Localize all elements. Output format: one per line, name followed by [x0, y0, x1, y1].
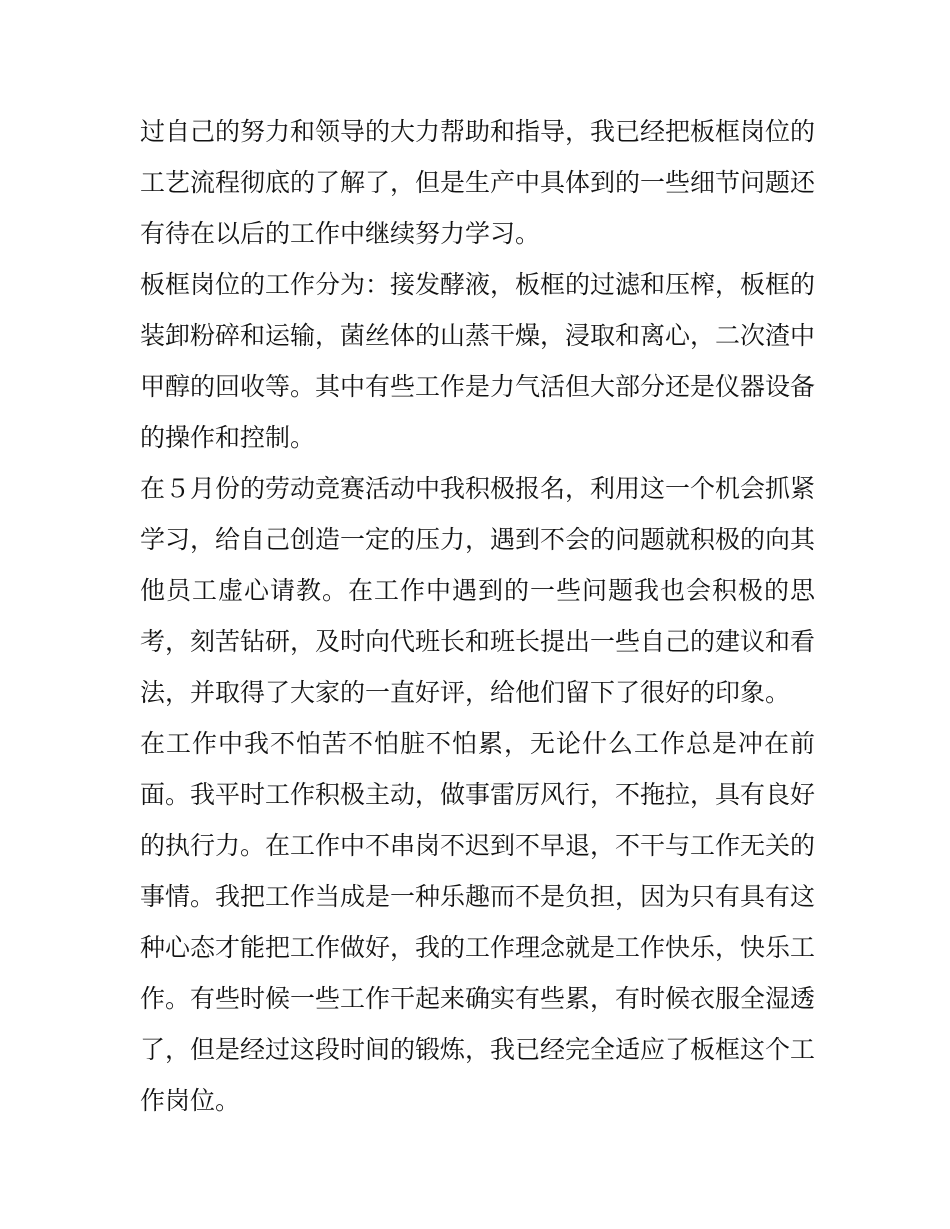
text-line: 的执行力。在工作中不串岗不迟到不早退，不干与工作无关的: [140, 831, 815, 860]
text-line: 工艺流程彻底的了解了，但是生产中具体到的一些细节问题还: [140, 168, 815, 197]
text-line: 作岗位。: [140, 1086, 241, 1115]
body-text: [140, 106, 815, 1126]
text-line: 在５月份的劳动竞赛活动中我积极报名，利用这一个机会抓紧: [140, 474, 815, 503]
text-line: 过自己的努力和领导的大力帮助和指导，我已经把板框岗位的: [140, 117, 815, 146]
text-line: 面。我平时工作积极主动，做事雷厉风行，不拖拉，具有良好: [140, 780, 815, 809]
text-line: 了，但是经过这段时间的锻炼，我已经完全适应了板框这个工: [140, 1035, 815, 1064]
text-line: 甲醇的回收等。其中有些工作是力气活但大部分还是仪器设备: [140, 372, 815, 401]
text-line: 考，刻苦钻研，及时向代班长和班长提出一些自己的建议和看: [140, 627, 815, 656]
text-line: 事情。我把工作当成是一种乐趣而不是负担，因为只有具有这: [140, 882, 815, 911]
text-line: 有待在以后的工作中继续努力学习。: [140, 219, 541, 248]
text-line: 他员工虚心请教。在工作中遇到的一些问题我也会积极的思: [140, 576, 815, 605]
text-line: 学习，给自己创造一定的压力，遇到不会的问题就积极的向其: [140, 525, 815, 554]
text-line: 在工作中我不怕苦不怕脏不怕累，无论什么工作总是冲在前: [140, 729, 815, 758]
text-line: 作。有些时候一些工作干起来确实有些累，有时候衣服全湿透: [140, 984, 815, 1013]
text-line: 板框岗位的工作分为：接发酵液，板框的过滤和压榨，板框的: [140, 270, 815, 299]
text-line: 法，并取得了大家的一直好评，给他们留下了很好的印象。: [140, 678, 791, 707]
text-line: 种心态才能把工作做好，我的工作理念就是工作快乐，快乐工: [140, 933, 815, 962]
text-line: 装卸粉碎和运输，菌丝体的山蒸干燥，浸取和离心，二次渣中: [140, 321, 815, 350]
text-line: 的操作和控制。: [140, 423, 316, 452]
